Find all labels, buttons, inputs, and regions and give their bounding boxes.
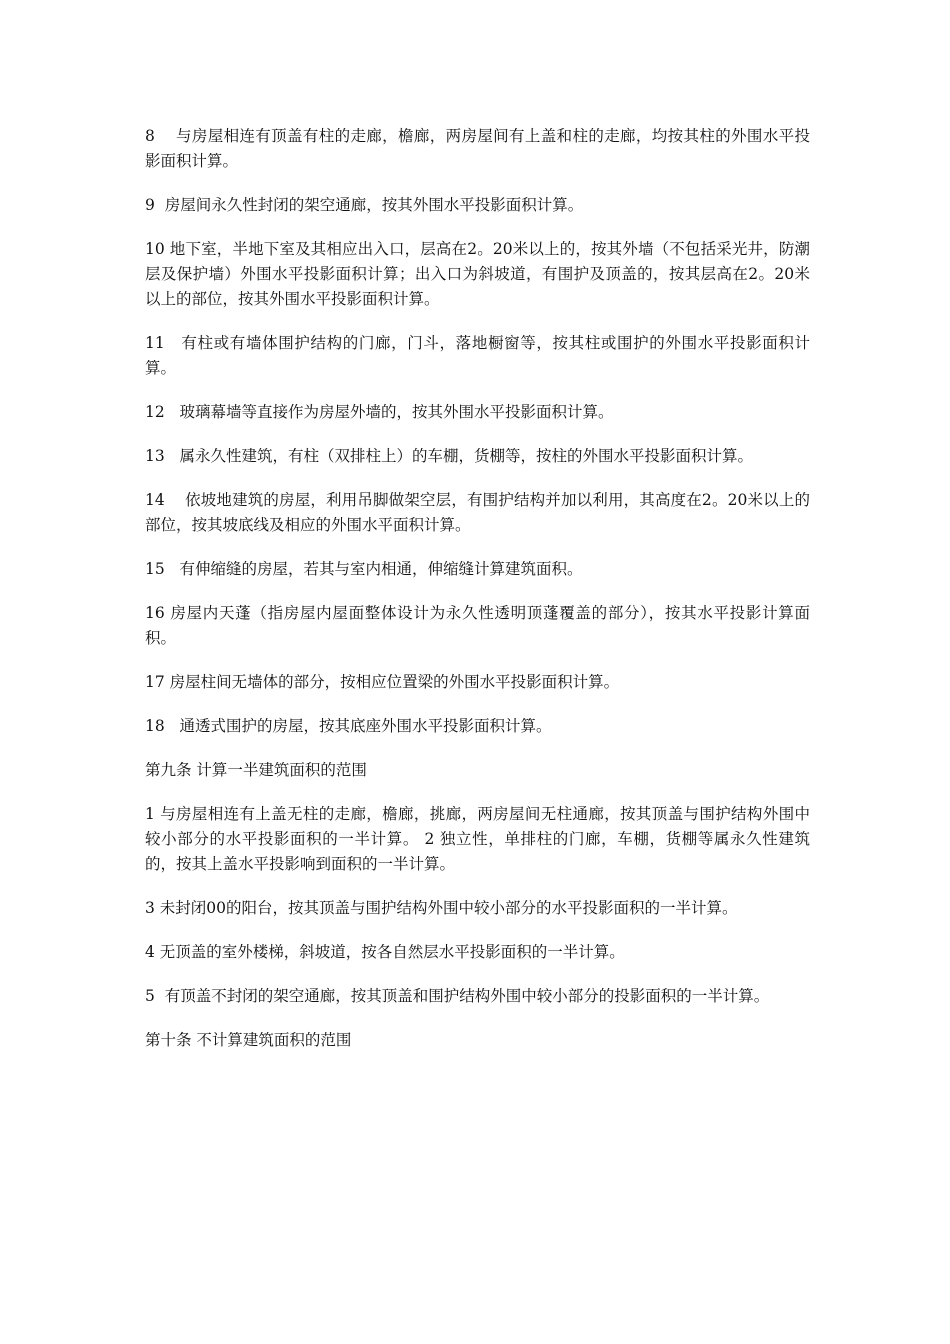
paragraph-item-16: 16 房屋内天蓬（指房屋内屋面整体设计为永久性透明顶蓬覆盖的部分），按其水平投影计算面积。 bbox=[145, 604, 810, 647]
paragraph-item-12: 12 玻璃幕墙等直接作为房屋外墙的，按其外围水平投影面积计算。 bbox=[145, 403, 614, 421]
section-heading-article-9: 第九条 计算一半建筑面积的范围 bbox=[145, 761, 367, 779]
paragraph-item-18: 18 通透式围护的房屋，按其底座外围水平投影面积计算。 bbox=[145, 717, 552, 735]
paragraph-item-13: 13 属永久性建筑，有柱（双排柱上）的车棚，货棚等，按柱的外围水平投影面积计算。 bbox=[145, 447, 754, 465]
paragraph-item-10: 10 地下室，半地下室及其相应出入口，层高在2。20米以上的，按其外墙（不包括采光井，防潮层及保护墙）外围水平投影面积计算；出入口为斜坡道，有围护及顶盖的，按其层高在2。20米以上的部位，按其外围水平投影面积计算。 bbox=[145, 240, 810, 308]
paragraph-item-11: 11 有柱或有墙体围护结构的门廊，门斗，落地橱窗等，按其柱或围护的外围水平投影面积计算。 bbox=[145, 334, 810, 377]
document-page bbox=[145, 124, 810, 1072]
paragraph-item-14: 14 依坡地建筑的房屋，利用吊脚做架空层，有围护结构并加以利用，其高度在2。20米以上的部位，按其坡底线及相应的外围水平面积计算。 bbox=[145, 491, 810, 534]
paragraph-item-8: 8 与房屋相连有顶盖有柱的走廊，檐廊，两房屋间有上盖和柱的走廊，均按其柱的外围水平投影面积计算。 bbox=[145, 127, 810, 170]
paragraph-item-5: 5 有顶盖不封闭的架空通廊，按其顶盖和围护结构外围中较小部分的投影面积的一半计算。 bbox=[145, 987, 770, 1005]
paragraph-item-15: 15 有伸缩缝的房屋，若其与室内相通，伸缩缝计算建筑面积。 bbox=[145, 560, 583, 578]
paragraph-item-1-2: 1 与房屋相连有上盖无柱的走廊，檐廊，挑廊，两房屋间无柱通廊，按其顶盖与围护结构外围中较小部分的水平投影面积的一半计算。 2 独立性，单排柱的门廊，车棚，货棚等属永久性建筑的，按其上盖水平投影响到面积的一半计算。 bbox=[145, 805, 810, 873]
section-heading-article-10: 第十条 不计算建筑面积的范围 bbox=[145, 1031, 352, 1049]
paragraph-item-17: 17 房屋柱间无墙体的部分，按相应位置梁的外围水平投影面积计算。 bbox=[145, 673, 620, 691]
paragraph-item-4: 4 无顶盖的室外楼梯，斜坡道，按各自然层水平投影面积的一半计算。 bbox=[145, 943, 625, 961]
paragraph-item-3: 3 未封闭00的阳台，按其顶盖与围护结构外围中较小部分的水平投影面积的一半计算。 bbox=[145, 899, 738, 917]
paragraph-item-9: 9 房屋间永久性封闭的架空通廊，按其外围水平投影面积计算。 bbox=[145, 196, 584, 214]
